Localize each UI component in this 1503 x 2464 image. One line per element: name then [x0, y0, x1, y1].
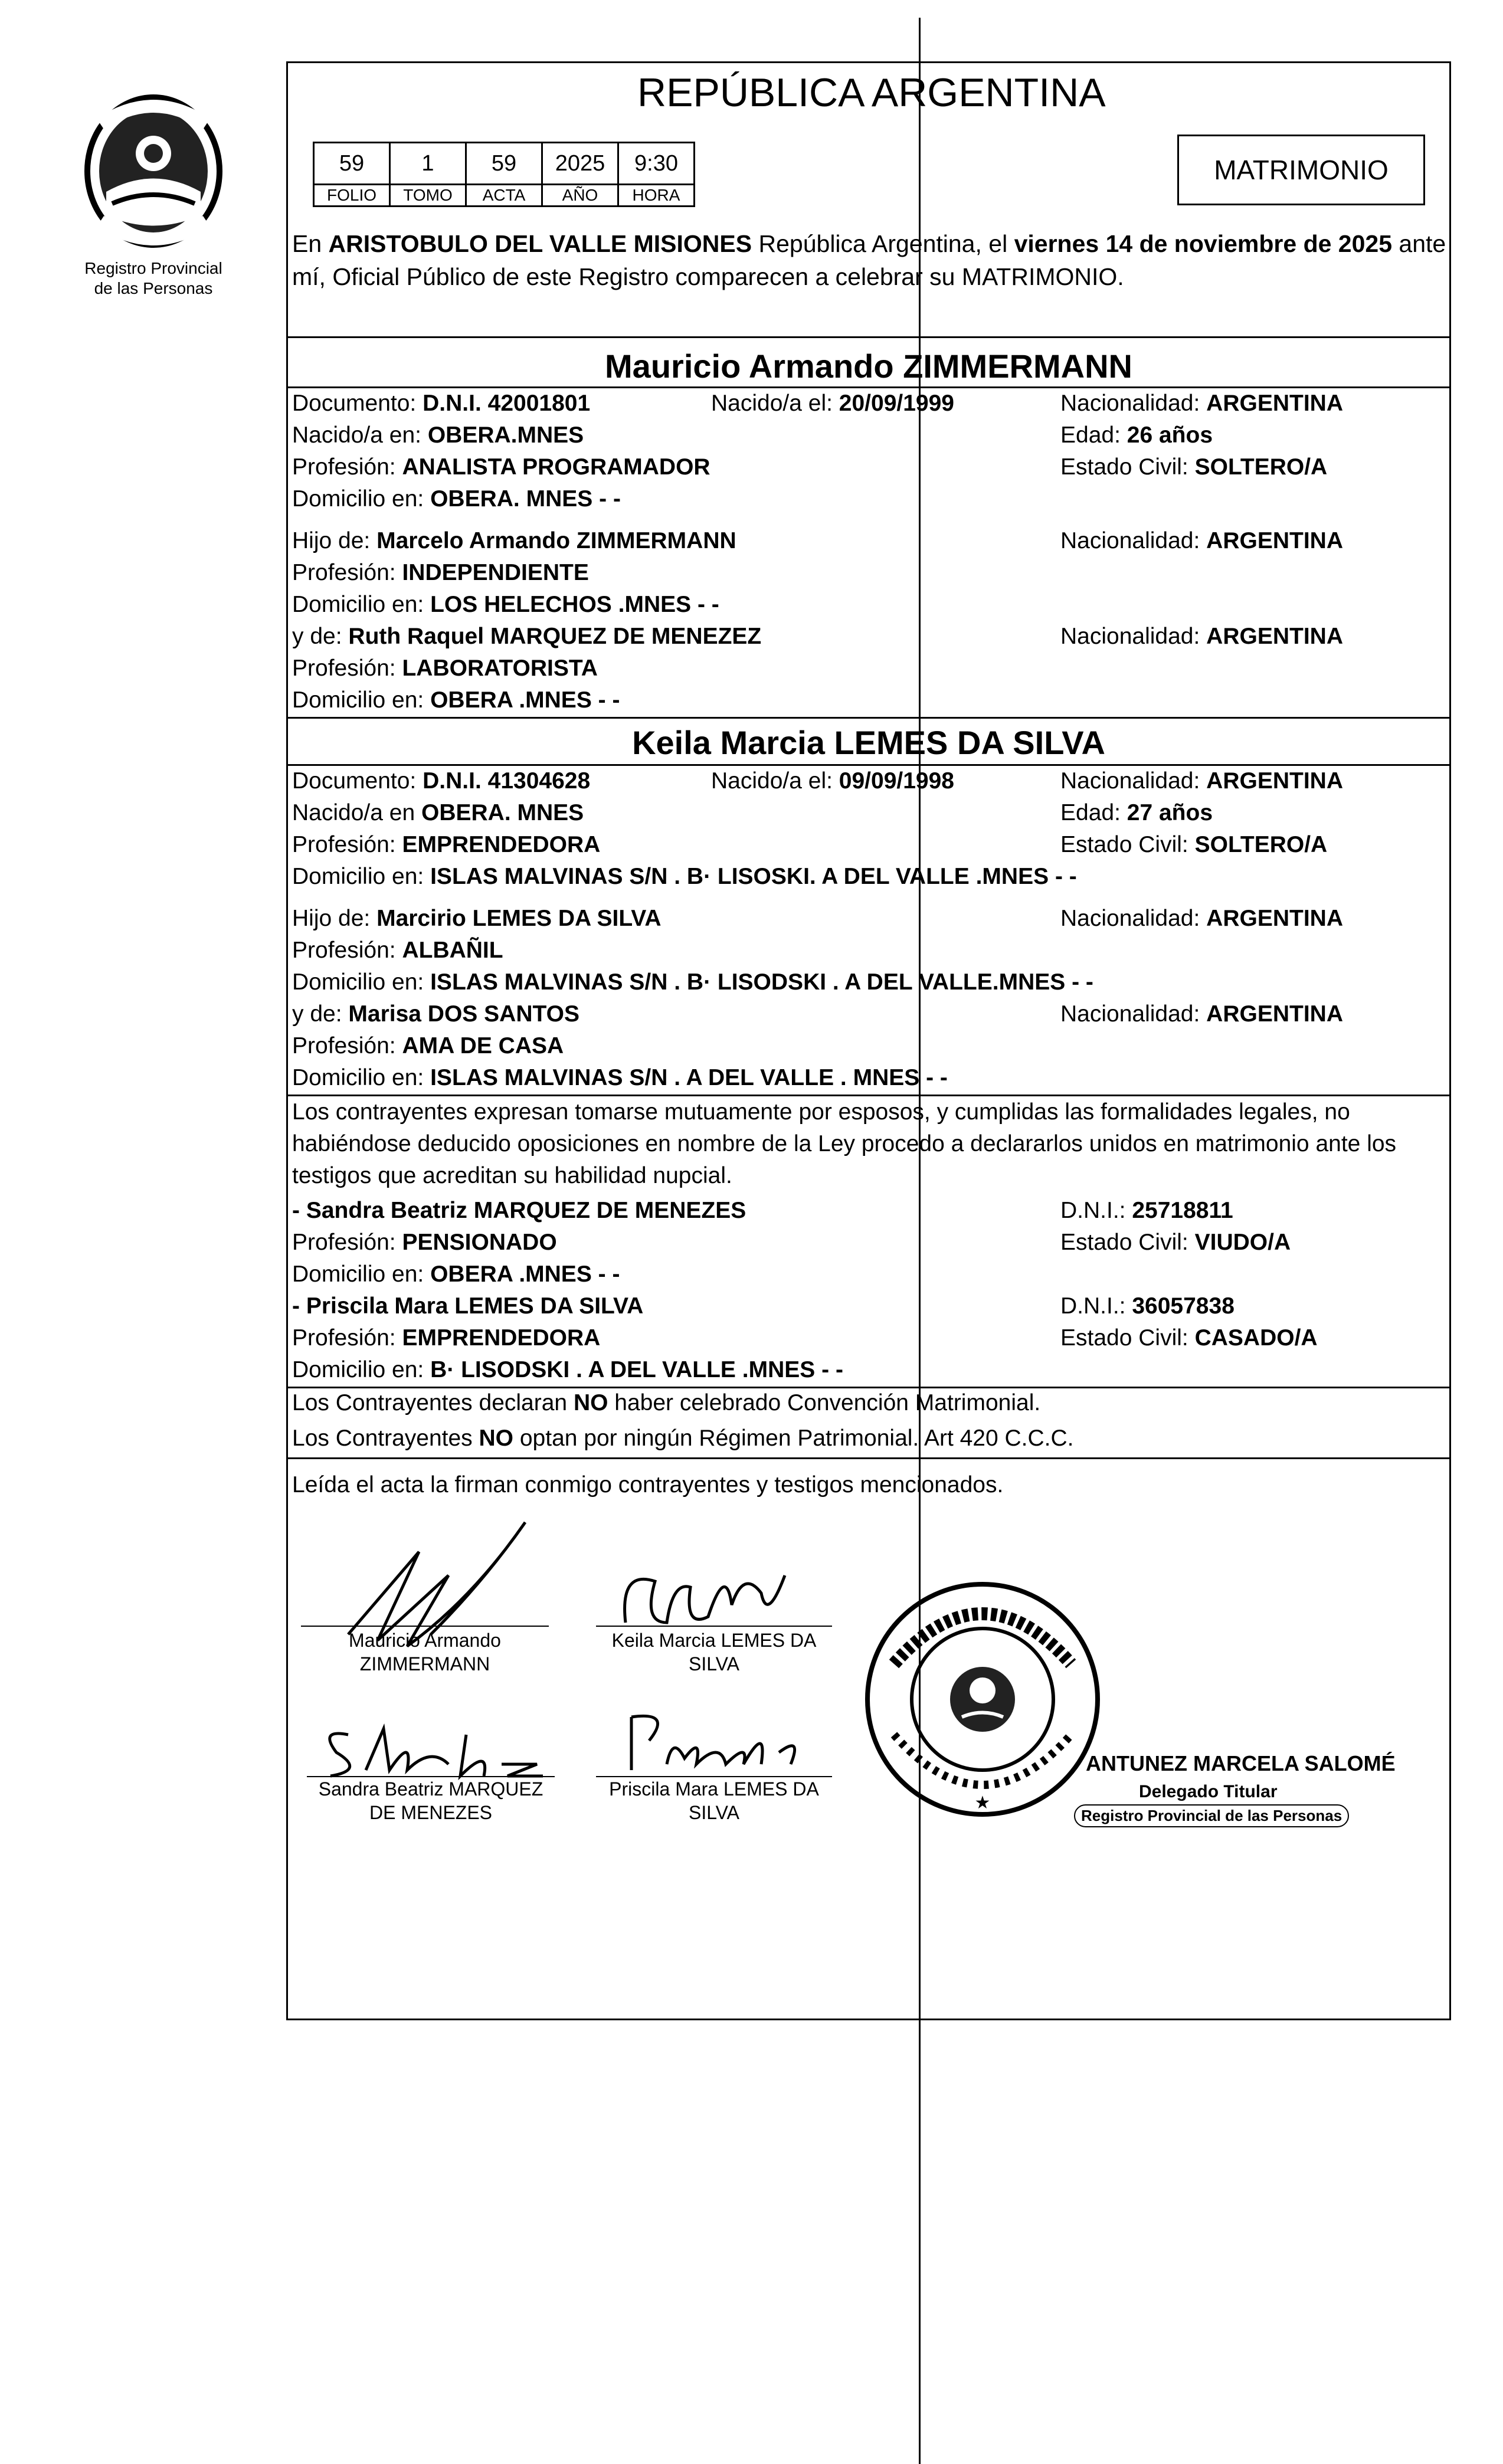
page-title: REPÚBLICA ARGENTINA — [637, 70, 1106, 115]
provincial-logo — [77, 89, 230, 254]
signature-line-1 — [301, 1626, 549, 1627]
witness2-estado: Estado Civil: CASADO/A — [1060, 1325, 1318, 1351]
spouse1-madre-dom: Domicilio en: OBERA .MNES - - — [292, 687, 620, 713]
logo-caption-2: de las Personas — [94, 279, 213, 297]
spouse2-padre-dom: Domicilio en: ISLAS MALVINAS S/N . B· LISODSKI . A DEL VALLE.MNES - - — [292, 969, 1093, 995]
intro-paragraph — [292, 227, 1449, 293]
anio-label: AÑO — [542, 185, 618, 207]
misiones-seal-icon — [77, 89, 230, 254]
intro-text-3: ante mí, Oficial Público de este Registro comparecen a celebrar su MATRIMONIO. — [292, 230, 1446, 290]
spouse1-padre: Hijo de: Marcelo Armando ZIMMERMANN — [292, 528, 736, 553]
spouse1-nacido-el: Nacido/a el: 20/09/1999 — [711, 391, 954, 416]
closing-text: Leída el acta la firman conmigo contrayentes y testigos mencionados. — [292, 1472, 1004, 1498]
hora-label: HORA — [618, 185, 695, 207]
spouse1-documento: Documento: D.N.I. 42001801 — [292, 391, 591, 416]
official-office: Registro Provincial de las Personas — [1074, 1804, 1349, 1827]
folio-label: FOLIO — [314, 185, 390, 207]
witness1-dni: D.N.I.: 25718811 — [1060, 1198, 1233, 1223]
witness2-dom: Domicilio en: B· LISODSKI . A DEL VALLE .MNES - - — [292, 1357, 843, 1382]
convention-line-2: Los Contrayentes NO optan por ningún Régimen Patrimonial. Art 420 C.C.C. — [292, 1426, 1074, 1451]
signature-caption-2: Keila Marcia LEMES DA SILVA — [611, 1630, 817, 1675]
intro-date-2: de 2025 — [1303, 230, 1393, 257]
witness1-estado: Estado Civil: VIUDO/A — [1060, 1230, 1291, 1255]
witness2-dni: D.N.I.: 36057838 — [1060, 1293, 1235, 1319]
spouse2-nacido-en: Nacido/a en OBERA. MNES — [292, 800, 584, 825]
spouse1-padre-prof: Profesión: INDEPENDIENTE — [292, 560, 589, 585]
witness1-dom: Domicilio en: OBERA .MNES - - — [292, 1262, 620, 1287]
spouse1-madre-prof: Profesión: LABORATORISTA — [292, 656, 598, 681]
divider — [286, 1457, 1451, 1459]
anio-value: 2025 — [542, 143, 618, 185]
spouse2-documento: Documento: D.N.I. 41304628 — [292, 768, 591, 794]
spouse2-edad: Edad: 27 años — [1060, 800, 1213, 825]
intro-text-2: República Argentina, el — [752, 230, 1014, 257]
act-type-box — [1177, 135, 1425, 205]
intro-text-1: En — [292, 230, 329, 257]
spouse2-domicilio: Domicilio en: ISLAS MALVINAS S/N . B· LISOSKI. A DEL VALLE .MNES - - — [292, 864, 1077, 889]
divider — [286, 336, 1451, 338]
signature-caption-3: Sandra Beatriz MARQUEZ DE MENEZES — [318, 1778, 543, 1823]
intro-date-1: viernes 14 de noviembre — [1014, 230, 1297, 257]
spouse1-profesion: Profesión: ANALISTA PROGRAMADOR — [292, 454, 710, 480]
divider — [286, 764, 1451, 766]
spouse2-madre-nac: Nacionalidad: ARGENTINA — [1060, 1001, 1344, 1027]
divider — [286, 717, 1451, 719]
act-fields-table — [313, 142, 695, 207]
spouse2-padre-nac: Nacionalidad: ARGENTINA — [1060, 906, 1344, 931]
spouse1-estado: Estado Civil: SOLTERO/A — [1060, 454, 1328, 480]
spouse2-madre-dom: Domicilio en: ISLAS MALVINAS S/N . A DEL VALLE . MNES - - — [292, 1065, 948, 1090]
witness1-name: - Sandra Beatriz MARQUEZ DE MENEZES — [292, 1198, 746, 1223]
spouse2-nacionalidad: Nacionalidad: ARGENTINA — [1060, 768, 1344, 794]
spouse2-name: Keila Marcia LEMES DA SILVA — [632, 724, 1105, 761]
spouse1-nacionalidad: Nacionalidad: ARGENTINA — [1060, 391, 1344, 416]
signature-mark-4 — [614, 1699, 814, 1782]
act-type: MATRIMONIO — [1214, 155, 1389, 185]
spouse2-nacido-el: Nacido/a el: 09/09/1998 — [711, 768, 954, 794]
witness2-prof: Profesión: EMPRENDEDORA — [292, 1325, 601, 1351]
svg-text:★: ★ — [974, 1793, 991, 1813]
signature-caption-4: Priscila Mara LEMES DA SILVA — [609, 1778, 819, 1823]
signature-mark-2 — [608, 1558, 820, 1640]
spouse1-edad: Edad: 26 años — [1060, 422, 1213, 448]
spouse1-domicilio: Domicilio en: OBERA. MNES - - — [292, 486, 621, 512]
tomo-value: 1 — [390, 143, 466, 185]
hora-value: 9:30 — [618, 143, 695, 185]
tomo-label: TOMO — [390, 185, 466, 207]
acta-label: ACTA — [466, 185, 542, 207]
spouse1-nacido-en: Nacido/a en: OBERA.MNES — [292, 422, 584, 448]
folio-value: 59 — [314, 143, 390, 185]
spouse1-padre-dom: Domicilio en: LOS HELECHOS .MNES - - — [292, 592, 719, 617]
logo-caption-1: Registro Provincial — [84, 259, 222, 277]
divider — [286, 1387, 1451, 1388]
divider — [286, 386, 1451, 388]
official-name: ANTUNEZ MARCELA SALOMÉ — [1086, 1751, 1396, 1775]
signature-caption-1: Mauricio Armando ZIMMERMANN — [349, 1630, 501, 1675]
spouse2-padre-prof: Profesión: ALBAÑIL — [292, 938, 503, 963]
spouse1-name: Mauricio Armando ZIMMERMANN — [605, 348, 1132, 385]
declaration-text: Los contrayentes expresan tomarse mutuamente por esposos, y cumplidas las formalidades legales, no habiéndose deducido oposiciones en nombre de la Ley procedo a declararlos unidos en matrimonio ante los testigos que acreditan su habilidad nupcial. — [292, 1099, 1397, 1188]
convention-line-1: Los Contrayentes declaran NO haber celebrado Convención Matrimonial. — [292, 1390, 1041, 1416]
spouse2-profesion: Profesión: EMPRENDEDORA — [292, 832, 601, 857]
spouse2-estado: Estado Civil: SOLTERO/A — [1060, 832, 1328, 857]
intro-place: ARISTOBULO DEL VALLE MISIONES — [328, 230, 752, 257]
witness1-prof: Profesión: PENSIONADO — [292, 1230, 557, 1255]
witness2-name: - Priscila Mara LEMES DA SILVA — [292, 1293, 644, 1319]
official-role: Delegado Titular — [1139, 1782, 1278, 1801]
spouse1-madre-nac: Nacionalidad: ARGENTINA — [1060, 624, 1344, 649]
signature-line-2 — [596, 1626, 832, 1627]
spouse2-madre: y de: Marisa DOS SANTOS — [292, 1001, 579, 1027]
acta-value: 59 — [466, 143, 542, 185]
spouse2-madre-prof: Profesión: AMA DE CASA — [292, 1033, 564, 1059]
spouse1-madre: y de: Ruth Raquel MARQUEZ DE MENEZEZ — [292, 624, 762, 649]
spouse1-padre-nac: Nacionalidad: ARGENTINA — [1060, 528, 1344, 553]
spouse2-padre: Hijo de: Marcirio LEMES DA SILVA — [292, 906, 662, 931]
registry-stamp-icon — [859, 1575, 1106, 1823]
